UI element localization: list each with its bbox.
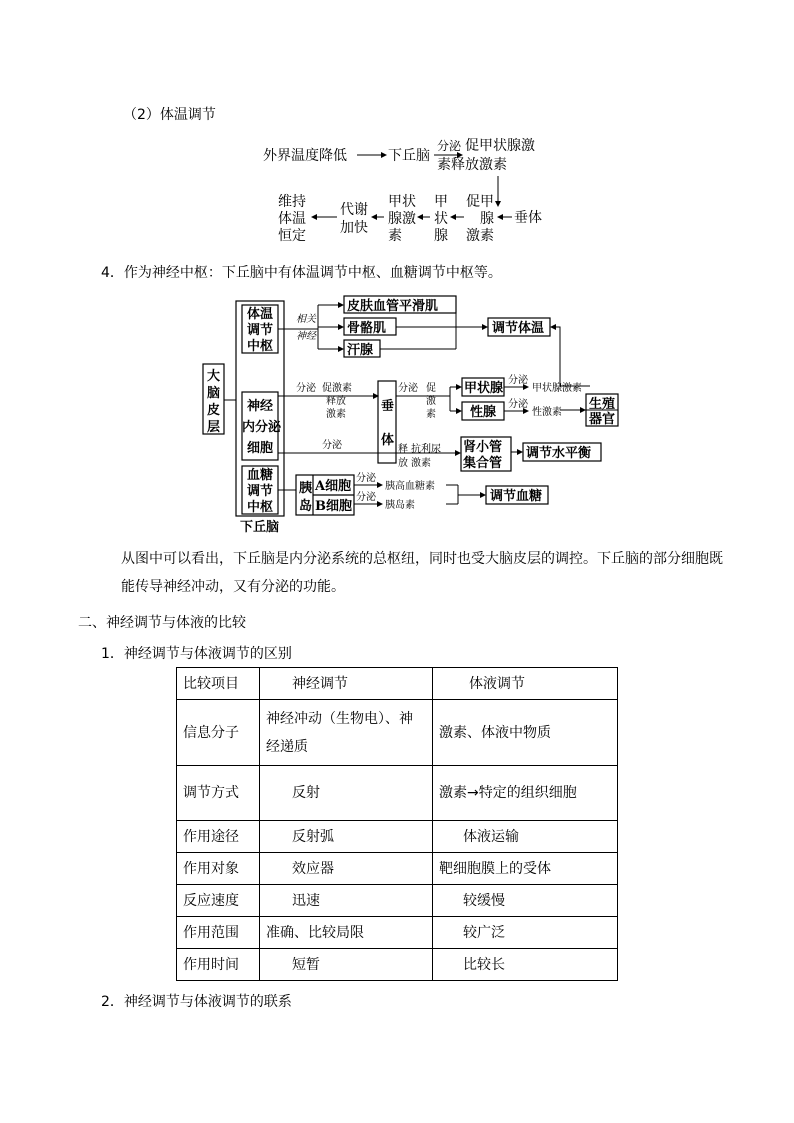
secrete-7: 分泌 [356,492,376,503]
cortex-2: 脑 [207,386,221,401]
neuro-cells-1: 神经 [247,399,274,414]
table-row [177,917,618,949]
temp-center-3: 中枢 [247,339,274,354]
table-row [177,700,618,766]
releasing-2: 释放 [326,396,346,407]
table-row [177,668,618,700]
outside-temp-text: 外界温度降低 [263,148,347,164]
table-cell: 反应速度 [177,885,260,917]
reproductive-1: 生殖 [589,397,616,412]
secrete-1: 分泌 [296,383,316,394]
regulate-temp-text: 调节体温 [492,321,545,336]
releasing-3: 激素 [326,409,346,420]
secrete-2: 分泌 [398,383,418,394]
glucagon-text: 胰高血糖素 [385,481,435,492]
table-cell: 靶细胞膜上的受体 [433,853,618,885]
glucose-center-2: 调节 [247,484,274,499]
glucose-center-3: 中枢 [247,500,274,515]
table-row [177,885,618,917]
sex-hormone-text: 性激素 [532,407,562,418]
table-cell: 激素→特定的组织细胞 [433,766,618,821]
table-cell: 作用范围 [177,917,260,949]
releasing-1: 促激素 [322,383,352,394]
table-cell: 作用时间 [177,949,260,981]
table-cell: 信息分子 [177,700,260,766]
thyroid-gland-text: 甲状腺 [464,381,504,396]
islet-2: 岛 [299,499,313,514]
thyroid-1: 甲 [434,194,448,210]
table-cell: 准确、比较局限 [260,917,433,949]
cortex-4: 层 [207,420,221,435]
heading-temperature-regulation: （2）体温调节 [123,107,216,123]
hypothalamus-function-diagram [0,290,794,540]
trh-line1: 促甲状腺激 [465,138,535,154]
maintain-3: 恒定 [278,228,306,244]
maintain-2: 体温 [278,211,306,227]
pituitary-1: 垂 [381,399,395,414]
neuro-cells-2: 内分泌 [242,420,282,435]
table-cell: 反射 [260,766,433,821]
tsh-text-3: 激素 [466,228,494,244]
kidney-1: 肾小管 [463,440,503,455]
table-cell: 较广泛 [433,917,618,949]
thyroxine-1: 甲状 [388,194,416,210]
secrete-label: 分泌 [437,139,462,153]
maintain-1: 维持 [278,194,306,210]
cortex-1: 大 [207,369,221,384]
glucose-center-1: 血糖 [247,468,274,483]
release-label-2: 放 [398,458,408,469]
skin-text: 皮肤血管平滑肌 [347,299,439,314]
temp-center-1: 体温 [247,307,274,322]
section-two-heading: 二、神经调节与体液的比较 [78,615,246,631]
difference-subheading: 1．神经调节与体液调节的区别 [101,646,292,662]
secrete-4: 分泌 [508,399,528,410]
table-cell: 比较长 [433,949,618,981]
muscle-text: 骨骼肌 [347,321,387,336]
temp-center-2: 调节 [247,323,274,338]
table-cell: 体液运输 [433,821,618,853]
cortex-3: 皮 [207,403,221,418]
thyroxine-2: 腺激 [388,211,416,227]
secrete-5: 分泌 [322,440,342,451]
kidney-2: 集合管 [463,456,503,471]
metabolism-2: 加快 [340,220,368,236]
release-label: 释 [398,444,408,455]
table-cell: 迅速 [260,885,433,917]
tropic-1: 促 [426,383,436,394]
gonad-text: 性腺 [470,405,497,420]
a-cell-text: A细胞 [315,479,352,494]
thyroid-2: 状 [434,211,448,227]
table-cell: 调节方式 [177,766,260,821]
table-cell: 反射弧 [260,821,433,853]
thyroxine-text: 甲状腺激素 [532,383,582,394]
table-row [177,949,618,981]
adh-1: 抗利尿 [411,444,441,455]
tropic-3: 素 [426,409,436,420]
table-row [177,853,618,885]
adh-2: 激素 [411,458,431,469]
tropic-2: 激 [426,396,436,407]
thyroid-3: 腺 [434,228,448,244]
hypothalamus-label: 下丘脑 [240,520,280,535]
heading-neural-center: 4．作为神经中枢：下丘脑中有体温调节中枢、血糖调节中枢等。 [101,265,502,281]
table-cell: 神经冲动（生物电）、神经递质 [260,700,433,766]
sweat-text: 汗腺 [347,343,374,358]
table-cell: 作用对象 [177,853,260,885]
regulate-glucose-text: 调节血糖 [490,489,543,504]
reproductive-2: 器官 [589,412,616,427]
secrete-3: 分泌 [508,375,528,386]
table-cell: 较缓慢 [433,885,618,917]
metabolism-1: 代谢 [340,202,368,218]
table-cell: 比较项目 [177,668,260,700]
secrete-6: 分泌 [356,473,376,484]
islet-1: 胰 [299,481,313,496]
thyroxine-3: 素 [388,228,402,244]
table-cell: 神经调节 [260,668,433,700]
neuro-cells-3: 细胞 [247,441,274,456]
table-row [177,766,618,821]
trh-line2: 素释放激素 [437,157,507,173]
insulin-text: 胰岛素 [385,500,415,511]
hypothalamus-text: 下丘脑 [388,148,430,164]
related-nerve-2: 神经 [296,331,316,342]
tsh-text-1: 促甲 [466,194,494,210]
table-cell: 体液调节 [433,668,618,700]
relation-subheading: 2．神经调节与体液调节的联系 [101,994,292,1010]
comparison-table [176,667,618,981]
table-cell: 作用途径 [177,821,260,853]
pituitary-2: 体 [381,433,395,448]
table-row [177,821,618,853]
summary-paragraph: 从图中可以看出，下丘脑是内分泌系统的总枢纽，同时也受大脑皮层的调控。下丘脑的部分细胞既能传导神经冲动，又有分泌的功能。 [121,551,723,595]
pituitary-text: 垂体 [514,210,542,226]
table-cell: 效应器 [260,853,433,885]
b-cell-text: B细胞 [315,499,352,514]
table-cell: 激素、体液中物质 [433,700,618,766]
table-cell: 短暂 [260,949,433,981]
related-nerve-1: 相关 [296,314,316,325]
tsh-text-2: 腺 [480,211,494,227]
water-balance-text: 调节水平衡 [526,446,592,461]
